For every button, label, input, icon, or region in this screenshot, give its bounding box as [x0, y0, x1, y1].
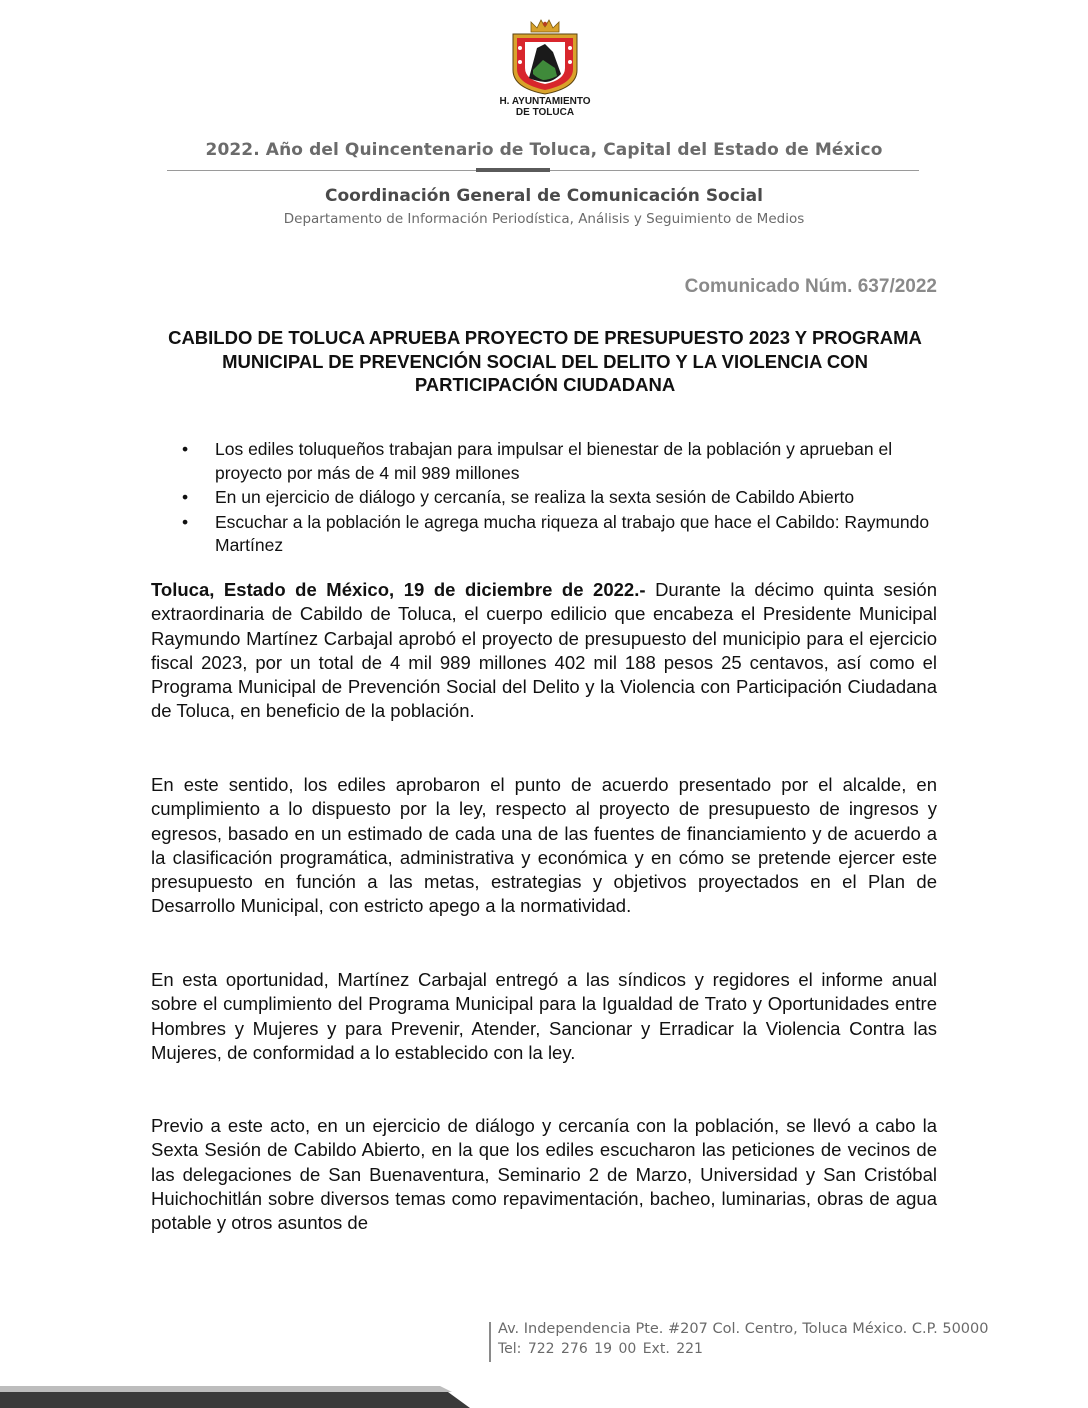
coat-of-arms-icon: [507, 18, 583, 96]
bullet-text: Los ediles toluqueños trabajan para impulsar el bienestar de la población y aprueban el proyecto por más de 4 mil 989 millones: [215, 439, 893, 483]
bullet-icon: •: [182, 511, 189, 532]
logo-caption: [470, 96, 620, 118]
bullet-icon: •: [182, 439, 189, 459]
paragraph-1: [151, 578, 937, 724]
footer-address: Av. Independencia Pte. #207 Col. Centro, Toluca México. C.P. 50000: [498, 1321, 989, 1337]
bullet-icon: •: [182, 487, 189, 507]
list-item: [182, 511, 942, 558]
footer-divider: [489, 1322, 491, 1362]
paragraph-4: Previo a este acto, en un ejercicio de diálogo y cercanía con la población, se llevó a cabo la Sexta Sesión de Cabildo Abierto, en la que los ediles escucharon las peticiones de vecinos de las delegaciones de San Buenaventura, Seminario 2 de Marzo, Universidad y San Cristóbal Huichochitlán sobre diversos temas como repavimentación, bacheo, luminarias, obras de agua potable y otros asuntos de: [151, 1115, 937, 1234]
footer-phone: Tel: 722 276 19 00 Ext. 221: [498, 1341, 703, 1357]
year-banner: 2022. Año del Quincentenario de Toluca, Capital del Estado de México: [205, 140, 883, 160]
list-item: [182, 486, 942, 510]
paragraph-3: En esta oportunidad, Martínez Carbajal entregó a las síndicos y regidores el informe anual sobre el cumplimiento del Programa Municipal para la Igualdad de Trato y Oportunidades entre Hombres y Mujeres y para Prevenir, Atender, Sancionar y Erradicar la Violencia Contra las Mujeres, de conformidad a lo establecido con la ley.: [151, 969, 937, 1063]
list-item: [182, 438, 942, 485]
logo-caption-line1: H. AYUNTAMIENTO: [499, 96, 591, 107]
paragraph-2: En este sentido, los ediles aprobaron el punto de acuerdo presentado por el alcalde, en cumplimiento a lo dispuesto por la ley, respecto al proyecto de presupuesto de ingresos y egresos, basado en un estimado de cada una de las fuentes de financiamiento y de acuerdo a la clasificación programática, administrativa y económica y en cómo se pretende ejercer este presupuesto en función a las metas, estrategias y objetivos proyectados en el Plan de Desarrollo Municipal, con estricto apego a la normatividad.: [151, 774, 937, 917]
dateline: Toluca, Estado de México, 19 de diciembre de 2022.-: [151, 579, 646, 600]
bullet-text: Escuchar a la población le agrega mucha riqueza al trabajo que hace el Cabildo: Raymundo Martínez: [215, 511, 930, 555]
headline: CABILDO DE TOLUCA APRUEBA PROYECTO DE PRESUPUESTO 2023 Y PROGRAMA MUNICIPAL DE PREVENCIÓN SOCIAL DEL DELITO Y LA VIOLENCIA CON PARTICIPACIÓN CIUDADANA: [168, 327, 922, 395]
comunicado-number: Comunicado Núm. 637/2022: [684, 276, 937, 297]
logo-caption-line2: DE TOLUCA: [515, 107, 575, 118]
department-title: Coordinación General de Comunicación Social: [325, 186, 763, 206]
department-subtitle: Departamento de Información Periodística, Análisis y Seguimiento de Medios: [283, 211, 805, 227]
header-divider-accent: [476, 168, 550, 172]
footer-band: [0, 1386, 470, 1408]
bullet-text: En un ejercicio de diálogo y cercanía, se realiza la sexta sesión de Cabildo Abierto: [215, 487, 855, 507]
paragraph-1-text: Durante la décimo quinta sesión extraordinaria de Cabildo de Toluca, el cuerpo edilicio que encabeza el Presidente Municipal Raymundo Martínez Carbajal aprobó el proyecto de presupuesto del municipio para el ejercicio fiscal 2023, por un total de 4 mil 989 millones 402 mil 188 pesos 25 centavos, así como el Programa Municipal de Prevención Social del Delito y la Violencia con Participación Ciudadana de Toluca, en beneficio de la población.: [151, 579, 937, 722]
bullet-list: [182, 438, 942, 559]
